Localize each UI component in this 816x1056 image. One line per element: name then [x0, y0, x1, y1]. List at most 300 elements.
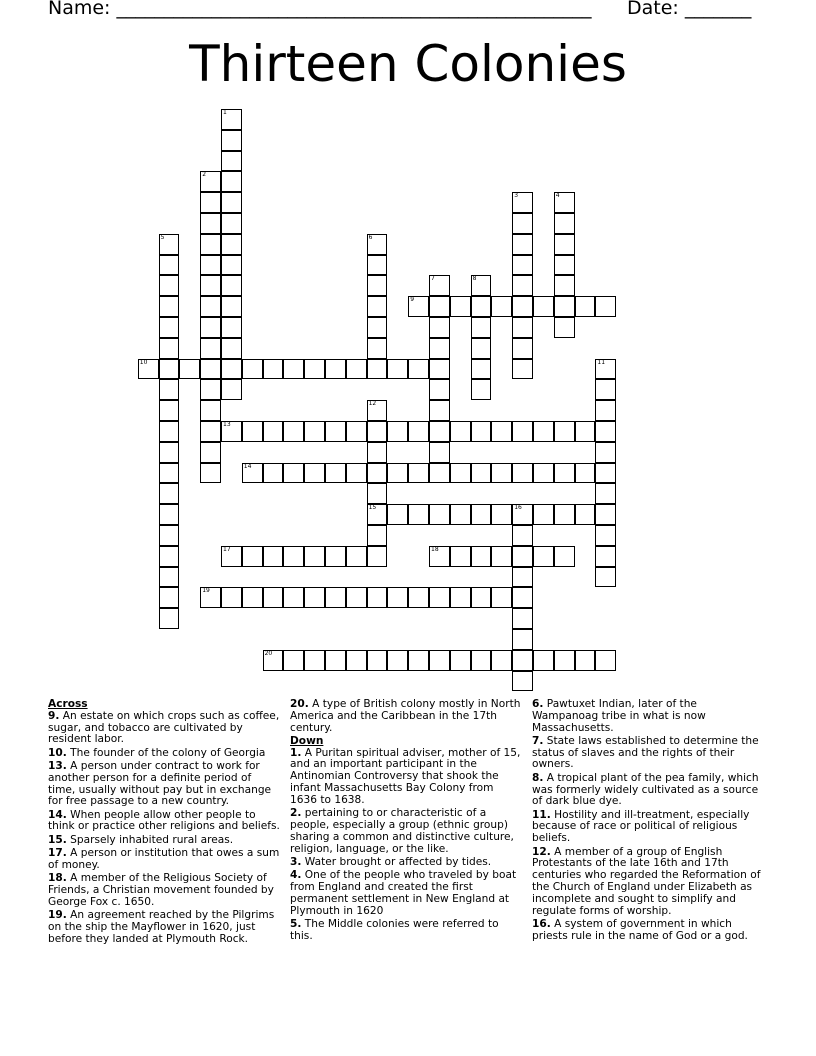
grid-cell[interactable] [200, 213, 221, 234]
clue-text: A tropical plant of the pea family, which was formerly widely cultivated as a source of dark blue dye. [532, 771, 759, 808]
grid-cell[interactable] [325, 359, 346, 380]
clue-label: 9. [48, 709, 60, 722]
grid-cell[interactable] [429, 359, 450, 380]
grid-cell[interactable] [429, 421, 450, 442]
grid-cell[interactable] [491, 421, 512, 442]
grid-cell[interactable] [367, 504, 388, 525]
grid-cell[interactable] [471, 359, 492, 380]
grid-cell[interactable] [346, 421, 367, 442]
grid-cell[interactable] [387, 587, 408, 608]
clue-number: 19 [202, 587, 210, 595]
grid-cell[interactable] [159, 504, 180, 525]
grid-cell[interactable] [471, 587, 492, 608]
grid-cell[interactable] [263, 587, 284, 608]
grid-cell[interactable] [200, 442, 221, 463]
clue-number: 5 [160, 233, 165, 241]
clue-text: A system of government in which priests rule in the name of God or a god. [532, 917, 748, 942]
clue-label: 13. [48, 759, 67, 772]
clue-label: 18. [48, 872, 67, 885]
date-label: Date: [627, 0, 679, 19]
grid-cell[interactable] [325, 463, 346, 484]
grid-cell[interactable] [367, 546, 388, 567]
grid-cell[interactable] [200, 317, 221, 338]
grid-cell[interactable] [429, 442, 450, 463]
down-clue [532, 810, 764, 845]
name-label: Name: [48, 0, 111, 19]
grid-cell[interactable] [221, 255, 242, 276]
grid-cell[interactable] [575, 463, 596, 484]
grid-cell[interactable] [367, 400, 388, 421]
grid-cell[interactable] [408, 296, 429, 317]
grid-cell[interactable] [595, 546, 616, 567]
grid-cell[interactable] [138, 359, 159, 380]
clue-number: 12 [368, 400, 377, 408]
grid-cell[interactable] [595, 296, 616, 317]
clue-label: 4. [290, 869, 302, 882]
grid-cell[interactable] [200, 255, 221, 276]
clue-text: A type of British colony mostly in North America and the Caribbean in the 17th century. [290, 698, 521, 734]
clue-label: 8. [532, 771, 544, 784]
grid-cell[interactable] [491, 296, 512, 317]
grid-cell[interactable] [367, 296, 388, 317]
clue-label: 11. [532, 808, 551, 821]
clue-label: 6. [532, 698, 544, 710]
grid-cell[interactable] [595, 650, 616, 671]
grid-cell[interactable] [200, 379, 221, 400]
down-clue [532, 919, 764, 943]
grid-cell[interactable] [200, 400, 221, 421]
grid-cell[interactable] [471, 650, 492, 671]
grid-cell[interactable] [595, 504, 616, 525]
grid-cell[interactable] [554, 463, 575, 484]
clue-text: An agreement reached by the Pilgrims on the ship the Mayflower in 1620, just before they landed at Plymouth Rock. [48, 909, 275, 945]
grid-cell[interactable] [200, 421, 221, 442]
grid-cell[interactable] [491, 504, 512, 525]
grid-cell[interactable] [450, 463, 471, 484]
grid-cell[interactable] [533, 504, 554, 525]
grid-cell[interactable] [346, 587, 367, 608]
grid-cell[interactable] [512, 546, 533, 567]
grid-cell[interactable] [408, 359, 429, 380]
grid-cell[interactable] [221, 317, 242, 338]
grid-cell[interactable] [512, 317, 533, 338]
grid-cell[interactable] [575, 421, 596, 442]
grid-cell[interactable] [263, 463, 284, 484]
down-clue [290, 808, 522, 855]
grid-cell[interactable] [200, 275, 221, 296]
grid-cell[interactable] [221, 130, 242, 151]
grid-cell[interactable] [221, 171, 242, 192]
grid-cell[interactable] [346, 546, 367, 567]
clue-text: A Puritan spiritual adviser, mother of 15, and an important participant in the Antinomian Controversy that shook the infant Massachusetts Bay Colony from 1636 to 1638. [290, 746, 521, 806]
clue-text: pertaining to or characteristic of a people, especially a group (ethnic group) sharing a common and distinctive culture, religion, language, or the like. [290, 807, 514, 855]
clue-number: 15 [368, 504, 377, 512]
clue-label: 7. [532, 734, 544, 747]
grid-cell[interactable] [512, 296, 533, 317]
clue-text: One of the people who traveled by boat from England and created the first permanent settlement in New England at Plymouth in 1620 [290, 869, 517, 917]
grid-cell[interactable] [512, 671, 533, 692]
grid-cell[interactable] [491, 463, 512, 484]
grid-cell[interactable] [387, 421, 408, 442]
grid-cell[interactable] [429, 379, 450, 400]
grid-cell[interactable] [512, 629, 533, 650]
grid-cell[interactable] [408, 421, 429, 442]
grid-cell[interactable] [159, 234, 180, 255]
grid-cell[interactable] [221, 587, 242, 608]
clue-text: Pawtuxet Indian, later of the Wampanoag tribe in what is now Massachusetts. [532, 698, 706, 734]
grid-cell[interactable] [304, 463, 325, 484]
grid-cell[interactable] [221, 296, 242, 317]
grid-cell[interactable] [221, 213, 242, 234]
grid-cell[interactable] [367, 421, 388, 442]
grid-cell[interactable] [533, 296, 554, 317]
name-blank[interactable]: __________________________________________________ [116, 0, 592, 19]
grid-cell[interactable] [408, 504, 429, 525]
grid-cell[interactable] [283, 650, 304, 671]
grid-cell[interactable] [554, 192, 575, 213]
grid-cell[interactable] [512, 587, 533, 608]
page-title: Thirteen Colonies [189, 35, 627, 93]
grid-cell[interactable] [554, 255, 575, 276]
clue-label: 1. [290, 746, 302, 759]
grid-cell[interactable] [595, 421, 616, 442]
grid-cell[interactable] [533, 650, 554, 671]
grid-cell[interactable] [221, 275, 242, 296]
clue-label: 16. [532, 917, 551, 930]
grid-cell[interactable] [263, 546, 284, 567]
grid-cell[interactable] [283, 546, 304, 567]
grid-cell[interactable] [450, 421, 471, 442]
grid-cell[interactable] [512, 650, 533, 671]
grid-cell[interactable] [159, 296, 180, 317]
grid-cell[interactable] [512, 359, 533, 380]
grid-cell[interactable] [554, 504, 575, 525]
down-heading: Down [290, 734, 324, 747]
down-clue [290, 857, 522, 869]
clue-label: 15. [48, 833, 67, 846]
grid-cell[interactable] [554, 650, 575, 671]
clue-number: 7 [431, 275, 435, 283]
clue-text: State laws established to determine the status of slaves and the rights of their owners. [532, 734, 759, 771]
grid-cell[interactable] [367, 483, 388, 504]
grid-cell[interactable] [221, 151, 242, 172]
clue-label: 3. [290, 855, 302, 868]
clue-number: 9 [410, 296, 415, 304]
grid-cell[interactable] [242, 359, 263, 380]
grid-cell[interactable] [159, 608, 180, 629]
grid-cell[interactable] [367, 359, 388, 380]
grid-cell[interactable] [595, 379, 616, 400]
across-heading: Across [48, 698, 88, 710]
clue-column-3 [532, 699, 764, 944]
clue-column-1 [48, 699, 280, 947]
grid-cell[interactable] [429, 296, 450, 317]
across-clue [290, 699, 522, 734]
grid-cell[interactable] [367, 463, 388, 484]
clue-column-2 [290, 699, 522, 944]
grid-cell[interactable] [159, 255, 180, 276]
clue-text: A person under contract to work for another person for a definite period of time, usually without pay but in exchange for free passage to a new country. [48, 759, 272, 808]
grid-cell[interactable] [554, 296, 575, 317]
grid-cell[interactable] [491, 650, 512, 671]
grid-cell[interactable] [533, 421, 554, 442]
clue-number: 17 [223, 545, 231, 553]
grid-cell[interactable] [221, 359, 242, 380]
grid-cell[interactable] [595, 525, 616, 546]
grid-cell[interactable] [595, 400, 616, 421]
grid-cell[interactable] [471, 463, 492, 484]
down-clue [290, 748, 522, 807]
across-clue [48, 748, 280, 760]
grid-cell[interactable] [575, 650, 596, 671]
grid-cell[interactable] [159, 338, 180, 359]
across-clue [48, 835, 280, 847]
grid-cell[interactable] [387, 359, 408, 380]
grid-cell[interactable] [221, 192, 242, 213]
grid-cell[interactable] [283, 421, 304, 442]
grid-cell[interactable] [471, 317, 492, 338]
clue-text: Hostility and ill-treatment, especially because of race or political of religious beliefs. [532, 808, 750, 845]
grid-cell[interactable] [200, 359, 221, 380]
grid-cell[interactable] [387, 650, 408, 671]
grid-cell[interactable] [512, 213, 533, 234]
grid-cell[interactable] [159, 463, 180, 484]
grid-cell[interactable] [471, 379, 492, 400]
grid-cell[interactable] [512, 234, 533, 255]
grid-cell[interactable] [304, 359, 325, 380]
grid-cell[interactable] [346, 463, 367, 484]
across-clue [48, 910, 280, 945]
clue-number: 18 [431, 545, 439, 553]
clue-number: 1 [223, 109, 227, 116]
clue-text: Water brought or affected by tides. [304, 855, 492, 868]
grid-cell[interactable] [263, 650, 284, 671]
grid-cell[interactable] [595, 483, 616, 504]
grid-cell[interactable] [595, 463, 616, 484]
grid-cell[interactable] [595, 567, 616, 588]
grid-cell[interactable] [429, 463, 450, 484]
date-blank[interactable]: _______ [684, 0, 752, 19]
grid-cell[interactable] [450, 504, 471, 525]
down-clue [290, 870, 522, 917]
grid-cell[interactable] [346, 359, 367, 380]
grid-cell[interactable] [471, 504, 492, 525]
grid-cell[interactable] [242, 587, 263, 608]
grid-cell[interactable] [512, 192, 533, 213]
grid-cell[interactable] [367, 525, 388, 546]
grid-cell[interactable] [595, 359, 616, 380]
grid-cell[interactable] [429, 338, 450, 359]
grid-cell[interactable] [512, 567, 533, 588]
grid-cell[interactable] [200, 192, 221, 213]
grid-cell[interactable] [450, 296, 471, 317]
grid-cell[interactable] [429, 504, 450, 525]
grid-cell[interactable] [429, 587, 450, 608]
grid-cell[interactable] [554, 421, 575, 442]
grid-cell[interactable] [512, 338, 533, 359]
clue-number: 20 [264, 649, 273, 657]
grid-cell[interactable] [408, 650, 429, 671]
grid-cell[interactable] [512, 421, 533, 442]
grid-cell[interactable] [367, 275, 388, 296]
grid-cell[interactable] [159, 400, 180, 421]
across-clue [48, 873, 280, 908]
grid-cell[interactable] [512, 275, 533, 296]
grid-cell[interactable] [450, 587, 471, 608]
grid-cell[interactable] [263, 359, 284, 380]
grid-cell[interactable] [367, 255, 388, 276]
grid-cell[interactable] [387, 504, 408, 525]
grid-cell[interactable] [554, 213, 575, 234]
clue-text: The Middle colonies were referred to this. [290, 917, 499, 942]
grid-cell[interactable] [471, 546, 492, 567]
grid-cell[interactable] [242, 463, 263, 484]
grid-cell[interactable] [367, 234, 388, 255]
grid-cell[interactable] [512, 463, 533, 484]
grid-cell[interactable] [595, 442, 616, 463]
grid-cell[interactable] [471, 275, 492, 296]
grid-cell[interactable] [491, 587, 512, 608]
clue-label: 2. [290, 807, 302, 820]
across-clue [48, 711, 280, 746]
grid-cell[interactable] [283, 359, 304, 380]
clue-label: 20. [290, 698, 309, 710]
down-clue [532, 736, 764, 771]
grid-cell[interactable] [221, 338, 242, 359]
clue-number: 13 [223, 421, 231, 428]
grid-cell[interactable] [325, 650, 346, 671]
grid-cell[interactable] [554, 317, 575, 338]
down-clue [532, 699, 764, 734]
grid-cell[interactable] [512, 255, 533, 276]
grid-cell[interactable] [283, 463, 304, 484]
clue-text: A member of a group of English Protestants of the late 16th and 17th centuries who regarded the Reformation of the Church of England under Elizabeth as incomplete and sought to simplify and regulate forms of worship. [532, 845, 761, 917]
grid-cell[interactable] [491, 546, 512, 567]
grid-cell[interactable] [159, 359, 180, 380]
grid-cell[interactable] [325, 421, 346, 442]
grid-cell[interactable] [367, 442, 388, 463]
clue-number: 3 [514, 192, 519, 200]
grid-cell[interactable] [159, 442, 180, 463]
grid-cell[interactable] [471, 421, 492, 442]
grid-cell[interactable] [575, 504, 596, 525]
grid-cell[interactable] [200, 296, 221, 317]
grid-cell[interactable] [200, 234, 221, 255]
grid-cell[interactable] [429, 275, 450, 296]
clue-label: 19. [48, 909, 67, 922]
grid-cell[interactable] [283, 587, 304, 608]
grid-cell[interactable] [575, 296, 596, 317]
grid-cell[interactable] [159, 587, 180, 608]
clue-text: The founder of the colony of Georgia [70, 746, 266, 759]
grid-cell[interactable] [221, 421, 242, 442]
grid-cell[interactable] [429, 650, 450, 671]
grid-cell[interactable] [554, 234, 575, 255]
grid-cell[interactable] [512, 608, 533, 629]
grid-cell[interactable] [554, 275, 575, 296]
across-clue [48, 761, 280, 808]
grid-cell[interactable] [304, 546, 325, 567]
grid-cell[interactable] [512, 525, 533, 546]
grid-cell[interactable] [159, 567, 180, 588]
grid-cell[interactable] [325, 546, 346, 567]
grid-cell[interactable] [159, 483, 180, 504]
grid-cell[interactable] [221, 109, 242, 130]
clue-label: 17. [48, 847, 67, 860]
clue-number: 2 [202, 171, 207, 179]
grid-cell[interactable] [367, 587, 388, 608]
grid-cell[interactable] [387, 463, 408, 484]
grid-cell[interactable] [408, 463, 429, 484]
grid-cell[interactable] [325, 587, 346, 608]
clue-label: 10. [48, 746, 67, 759]
grid-cell[interactable] [221, 234, 242, 255]
grid-cell[interactable] [346, 650, 367, 671]
clue-number: 8 [472, 275, 477, 283]
clue-number: 4 [555, 192, 560, 200]
grid-cell[interactable] [200, 171, 221, 192]
down-clue [532, 773, 764, 808]
grid-cell[interactable] [263, 421, 284, 442]
down-clue [532, 847, 764, 918]
grid-cell[interactable] [159, 379, 180, 400]
clue-number: 14 [243, 462, 252, 470]
clue-label: 14. [48, 808, 67, 821]
grid-cell[interactable] [159, 275, 180, 296]
grid-cell[interactable] [200, 463, 221, 484]
grid-cell[interactable] [367, 338, 388, 359]
grid-cell[interactable] [221, 379, 242, 400]
grid-cell[interactable] [471, 296, 492, 317]
across-clue [48, 848, 280, 872]
grid-cell[interactable] [429, 546, 450, 567]
grid-cell[interactable] [200, 338, 221, 359]
clue-number: 11 [597, 358, 606, 366]
grid-cell[interactable] [221, 546, 242, 567]
grid-cell[interactable] [159, 421, 180, 442]
grid-cell[interactable] [367, 317, 388, 338]
grid-cell[interactable] [159, 546, 180, 567]
down-clue [290, 919, 522, 943]
grid-cell[interactable] [429, 400, 450, 421]
grid-cell[interactable] [179, 359, 200, 380]
grid-cell[interactable] [159, 317, 180, 338]
grid-cell[interactable] [450, 546, 471, 567]
grid-cell[interactable] [242, 546, 263, 567]
grid-cell[interactable] [533, 463, 554, 484]
clue-text: A person or institution that owes a sum of money. [48, 847, 280, 871]
grid-cell[interactable] [304, 650, 325, 671]
clue-number: 10 [139, 358, 148, 366]
clue-text: A member of the Religious Society of Friends, a Christian movement founded by George Fox c. 1650. [48, 872, 274, 908]
across-clue [48, 810, 280, 834]
grid-cell[interactable] [242, 421, 263, 442]
grid-cell[interactable] [554, 546, 575, 567]
grid-cell[interactable] [512, 504, 533, 525]
grid-cell[interactable] [367, 650, 388, 671]
grid-cell[interactable] [429, 317, 450, 338]
grid-cell[interactable] [408, 587, 429, 608]
grid-cell[interactable] [200, 587, 221, 608]
grid-cell[interactable] [159, 525, 180, 546]
grid-cell[interactable] [304, 587, 325, 608]
grid-cell[interactable] [471, 338, 492, 359]
grid-cell[interactable] [304, 421, 325, 442]
grid-cell[interactable] [533, 546, 554, 567]
grid-cell[interactable] [450, 650, 471, 671]
clue-number: 6 [368, 233, 373, 241]
clue-text: When people allow other people to think or practice other religions and beliefs. [48, 808, 280, 833]
